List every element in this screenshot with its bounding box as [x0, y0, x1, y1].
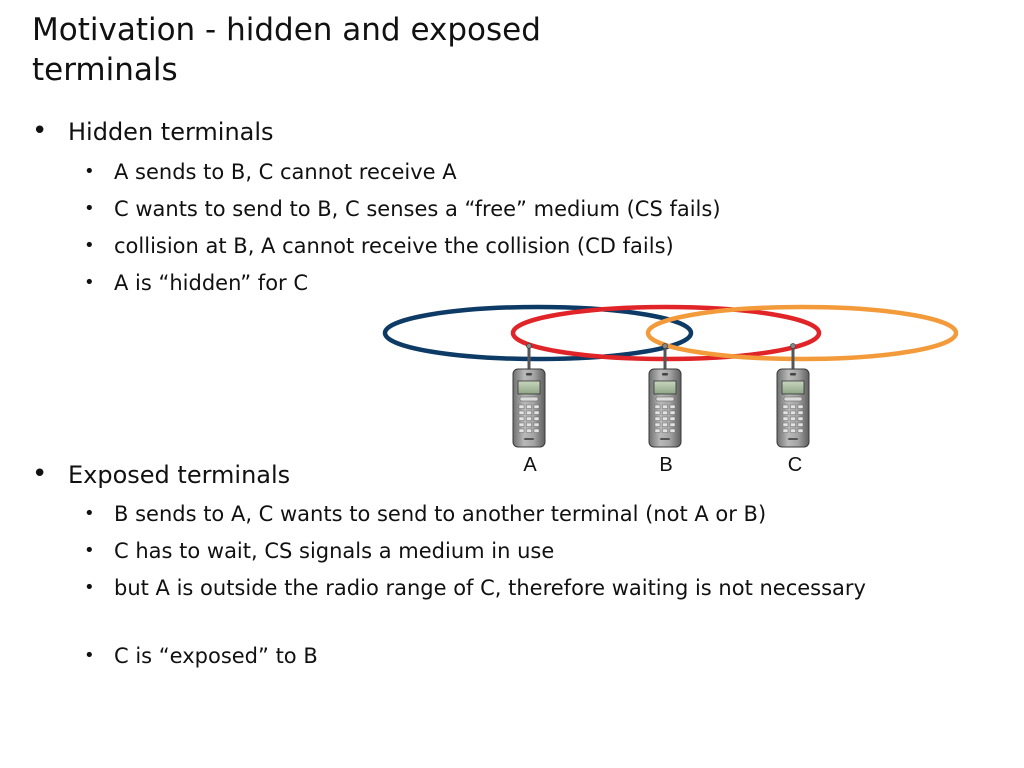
range-ellipse-a — [385, 307, 691, 359]
bullet-dot-icon: • — [84, 198, 95, 219]
list-item-text: B sends to A, C wants to send to another terminal (not A or B) — [114, 502, 767, 526]
bullet-dot-icon: • — [32, 459, 48, 489]
bullet-dot-icon: • — [84, 503, 95, 524]
list-item-text: C is “exposed” to B — [114, 644, 318, 668]
bullet-dot-icon: • — [84, 645, 95, 666]
bullet-dot-icon: • — [84, 272, 95, 293]
terminal-label-c: C — [787, 454, 803, 476]
section-heading: Exposed terminals — [68, 461, 291, 489]
bullet-dot-icon: • — [84, 540, 95, 561]
bullet-dot-icon: • — [84, 235, 95, 256]
terminal-label-b: B — [659, 454, 673, 476]
list-item-text: A sends to B, C cannot receive A — [114, 160, 457, 184]
slide-title: Motivation - hidden and exposed terminals — [32, 12, 541, 88]
bullet-dot-icon: • — [84, 161, 95, 182]
range-ellipse-c — [648, 307, 956, 359]
bullet-dot-icon: • — [84, 577, 95, 598]
list-item-text: but A is outside the radio range of C, therefore waiting is not necessary — [114, 576, 866, 600]
list-item-text: A is “hidden” for C — [114, 271, 309, 295]
list-item-text: C wants to send to B, C senses a “free” medium (CS fails) — [114, 197, 721, 221]
terminal-label-a: A — [523, 454, 537, 476]
section-heading: Hidden terminals — [68, 118, 274, 146]
list-item-text: C has to wait, CS signals a medium in use — [114, 539, 555, 563]
list-item-text: collision at B, A cannot receive the collision (CD fails) — [114, 234, 674, 258]
bullet-dot-icon: • — [32, 116, 48, 146]
